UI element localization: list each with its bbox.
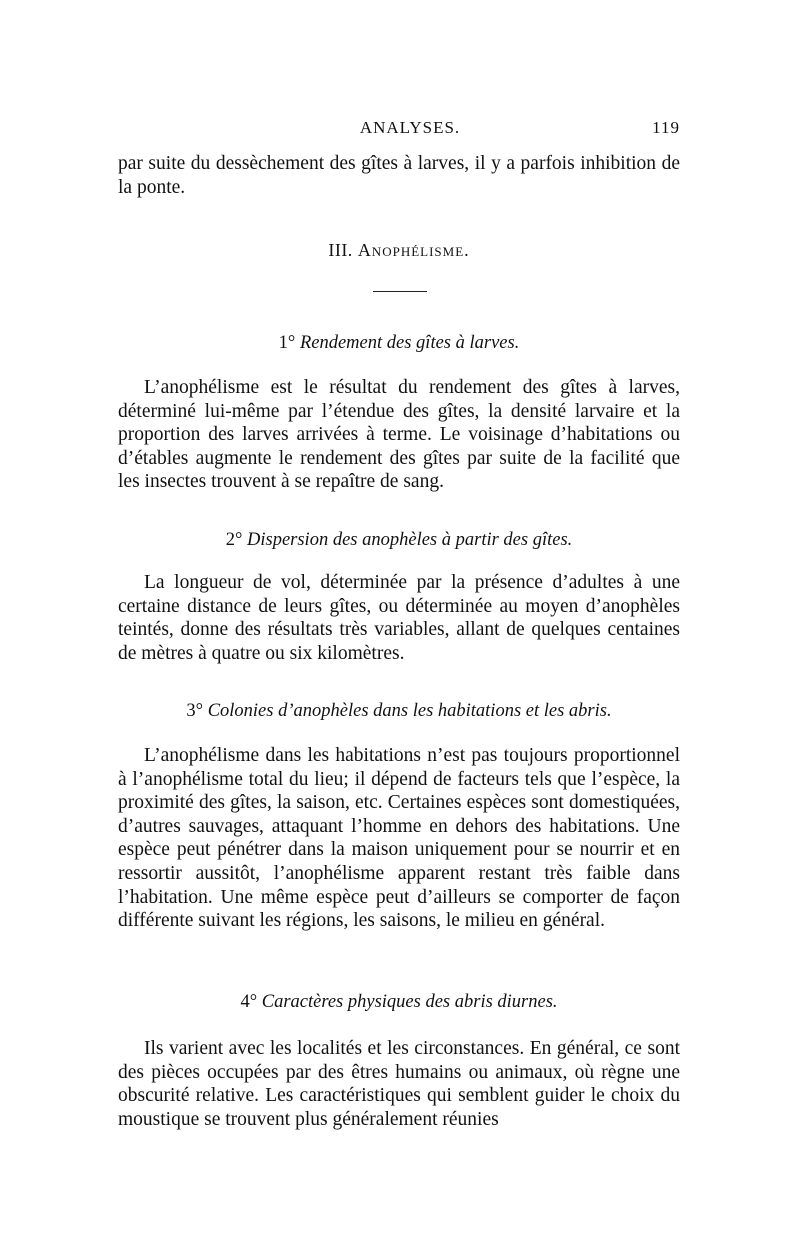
- intro-paragraph: par suite du dessèchement des gîtes à larves, il y a parfois inhibition de la ponte.: [118, 153, 680, 198]
- subsection-heading-4: [118, 992, 680, 1013]
- subsection-number: 1°: [278, 333, 296, 353]
- section-numeral: III.: [328, 240, 353, 260]
- section-divider: [373, 291, 427, 292]
- subsection-heading-3: [118, 701, 680, 722]
- subsection-heading-2: [118, 530, 680, 551]
- subsection-paragraph-1: L’anophélisme est le résultat du rendement des gîtes à larves, déterminé lui-même par l’étendue des gîtes, la densité larvaire et la proportion des larves arrivées à terme. Le voisinage d’habitations ou d’étables augmente le rendement des gîtes par suite de la facilité que les insectes trouvent à se repaître de sang.: [118, 377, 680, 493]
- page-number: 119: [652, 118, 680, 137]
- running-title: ANALYSES.: [359, 118, 461, 137]
- subsection-paragraph-2: La longueur de vol, déterminée par la présence d’adultes à une certaine distance de leurs gîtes, ou déterminée au moyen d’anophèles teintés, donne des résultats très variables, allant de quelques centaines de mètres à quatre ou six kilomètres.: [118, 572, 680, 664]
- subsection-heading-1: [118, 333, 680, 354]
- subsection-paragraph-3: L’anophélisme dans les habitations n’est pas toujours proportionnel à l’anophélisme total du lieu; il dépend de facteurs tels que l’espèce, la proximité des gîtes, la saison, etc. Certaines espèces sont domestiquées, d’autres sauvages, attaquant l’homme en dehors des habitations. Une espèce peut pénétrer dans la maison uniquement pour se nourrir et en ressortir aussitôt, l’anophélisme apparent restant très faible dans l’habitation. Une même espèce peut d’ailleurs se comporter de façon différente suivant les régions, les saisons, le milieu en général.: [118, 745, 680, 932]
- subsection-number: 3°: [186, 701, 204, 721]
- subsection-number: 4°: [240, 992, 258, 1012]
- subsection-number: 2°: [225, 530, 243, 550]
- section-title: Anophélisme.: [357, 240, 470, 260]
- subsection-paragraph-4: Ils varient avec les localités et les circonstances. En général, ce sont des pièces occupées par des êtres humains ou animaux, où règne une obscurité relative. Les caractéristiques qui semblent guider le choix du moustique se trouvent plus généralement réunies: [118, 1038, 680, 1130]
- subsection-title: Dispersion des anophèles à partir des gîtes.: [247, 530, 573, 550]
- subsection-title: Caractères physiques des abris diurnes.: [261, 992, 558, 1012]
- subsection-title: Rendement des gîtes à larves.: [299, 333, 520, 353]
- running-head: [140, 118, 680, 142]
- section-heading: [118, 240, 680, 261]
- subsection-title: Colonies d’anophèles dans les habitations et les abris.: [207, 701, 612, 721]
